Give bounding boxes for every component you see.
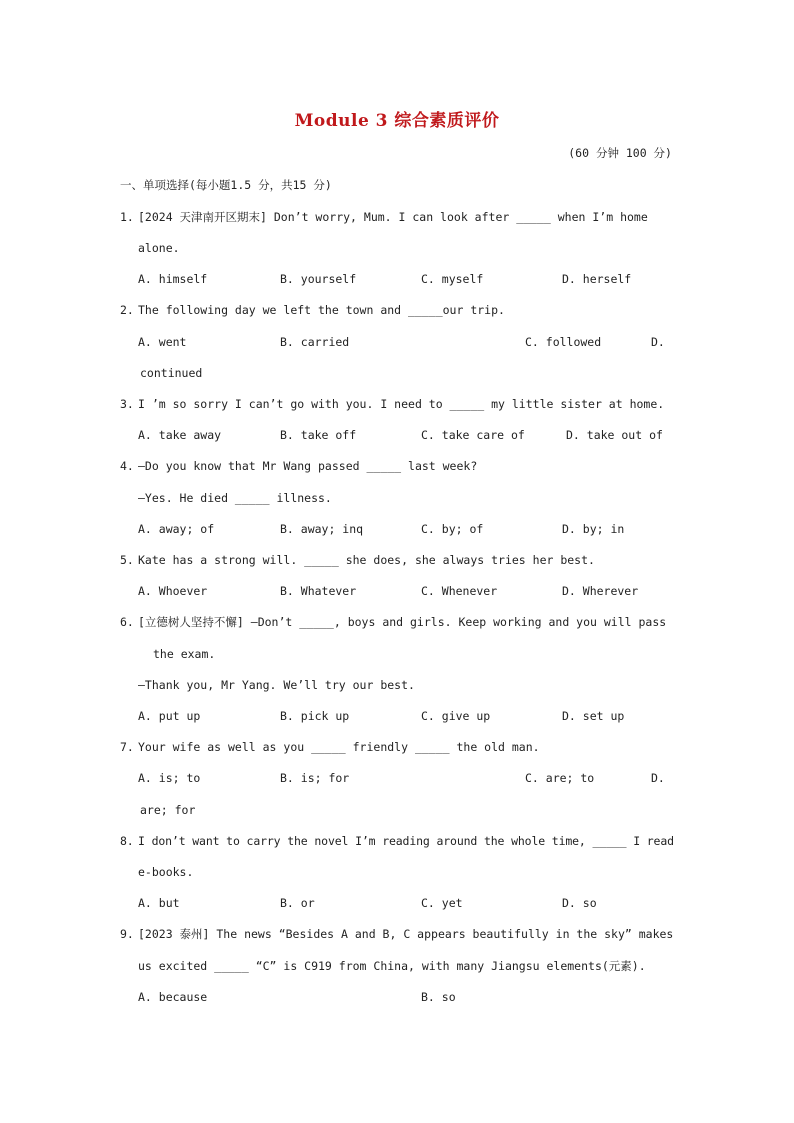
question-text-cont: —Thank you, Mr Yang. We’ll try our best. bbox=[138, 678, 415, 692]
option-b: B. so bbox=[421, 990, 456, 1004]
option-c: C. take care of bbox=[421, 428, 525, 442]
option-a: A. himself bbox=[138, 272, 208, 286]
question-4 bbox=[120, 458, 477, 474]
option-c: C. myself bbox=[421, 272, 484, 286]
option-d: D. so bbox=[562, 896, 597, 910]
question-text: [2023 泰州] The news “Besides A and B, C appears beautifully in the sky” makes bbox=[138, 927, 674, 941]
question-text-cont: us excited _____ “C” is C919 from China, with many Jiangsu elements(元素). bbox=[138, 959, 646, 973]
option-c: C. give up bbox=[421, 709, 491, 723]
question-number: 2. bbox=[120, 303, 134, 317]
question-text: Kate has a strong will. _____ she does, she always tries her best. bbox=[138, 553, 595, 567]
option-b: B. carried bbox=[280, 335, 350, 349]
option-d: D. bbox=[651, 771, 665, 785]
option-d-text: continued bbox=[140, 366, 203, 380]
question-text: I ’m so sorry I can’t go with you. I need to _____ my little sister at home. bbox=[138, 397, 665, 411]
option-a: A. put up bbox=[138, 709, 201, 723]
question-text: —Do you know that Mr Wang passed _____ last week? bbox=[138, 459, 478, 473]
option-b: B. yourself bbox=[280, 272, 357, 286]
option-c: C. by; of bbox=[421, 522, 484, 536]
question-6 bbox=[120, 614, 666, 630]
question-text: [立德树人坚持不懈] —Don’t _____, boys and girls. Keep working and you will pass bbox=[138, 615, 667, 629]
option-b: B. away; inq bbox=[280, 522, 364, 536]
section-heading: 一、单项选择(每小题1.5 分，共15 分) bbox=[120, 178, 332, 192]
question-8 bbox=[120, 833, 674, 849]
option-b: B. pick up bbox=[280, 709, 350, 723]
question-text-cont: alone. bbox=[138, 241, 180, 255]
question-text-cont: —Yes. He died _____ illness. bbox=[138, 491, 332, 505]
question-1 bbox=[120, 209, 648, 225]
question-number: 3. bbox=[120, 397, 134, 411]
question-text: [2024 天津南开区期末] Don’t worry, Mum. I can look after _____ when I’m home bbox=[138, 210, 648, 224]
question-number: 7. bbox=[120, 740, 134, 754]
option-c: C. are; to bbox=[525, 771, 595, 785]
option-c: C. yet bbox=[421, 896, 463, 910]
option-a: A. is; to bbox=[138, 771, 201, 785]
option-d-text: are; for bbox=[140, 803, 196, 817]
time-note: (60 分钟 100 分) bbox=[568, 146, 672, 160]
question-7 bbox=[120, 739, 540, 755]
question-2 bbox=[120, 302, 505, 318]
option-c: C. followed bbox=[525, 335, 602, 349]
question-text: Your wife as well as you _____ friendly _____ the old man. bbox=[138, 740, 540, 754]
question-text-cont: e-books. bbox=[138, 865, 194, 879]
question-number: 8. bbox=[120, 834, 134, 848]
page-title: Module 3 综合素质评价 bbox=[294, 111, 500, 131]
question-text-cont: the exam. bbox=[153, 647, 216, 661]
question-number: 5. bbox=[120, 553, 134, 567]
question-text: I don’t want to carry the novel I’m reading around the whole time, _____ I read bbox=[138, 834, 674, 848]
option-d: D. by; in bbox=[562, 522, 625, 536]
option-b: B. or bbox=[280, 896, 315, 910]
option-b: B. is; for bbox=[280, 771, 350, 785]
question-3 bbox=[120, 396, 664, 412]
option-b: B. take off bbox=[280, 428, 357, 442]
question-number: 1. bbox=[120, 210, 134, 224]
question-number: 4. bbox=[120, 459, 134, 473]
option-a: A. take away bbox=[138, 428, 222, 442]
option-a: A. Whoever bbox=[138, 584, 208, 598]
option-a: A. because bbox=[138, 990, 208, 1004]
option-d: D. bbox=[651, 335, 665, 349]
option-c: C. Whenever bbox=[421, 584, 498, 598]
option-d: D. Wherever bbox=[562, 584, 639, 598]
option-d: D. set up bbox=[562, 709, 625, 723]
option-d: D. herself bbox=[562, 272, 632, 286]
question-5 bbox=[120, 552, 595, 568]
option-a: A. but bbox=[138, 896, 180, 910]
question-number: 6. bbox=[120, 615, 134, 629]
option-d: D. take out of bbox=[566, 428, 663, 442]
question-9 bbox=[120, 926, 673, 942]
question-number: 9. bbox=[120, 927, 134, 941]
option-a: A. went bbox=[138, 335, 187, 349]
question-text: The following day we left the town and _____our trip. bbox=[138, 303, 505, 317]
option-b: B. Whatever bbox=[280, 584, 357, 598]
option-a: A. away; of bbox=[138, 522, 215, 536]
